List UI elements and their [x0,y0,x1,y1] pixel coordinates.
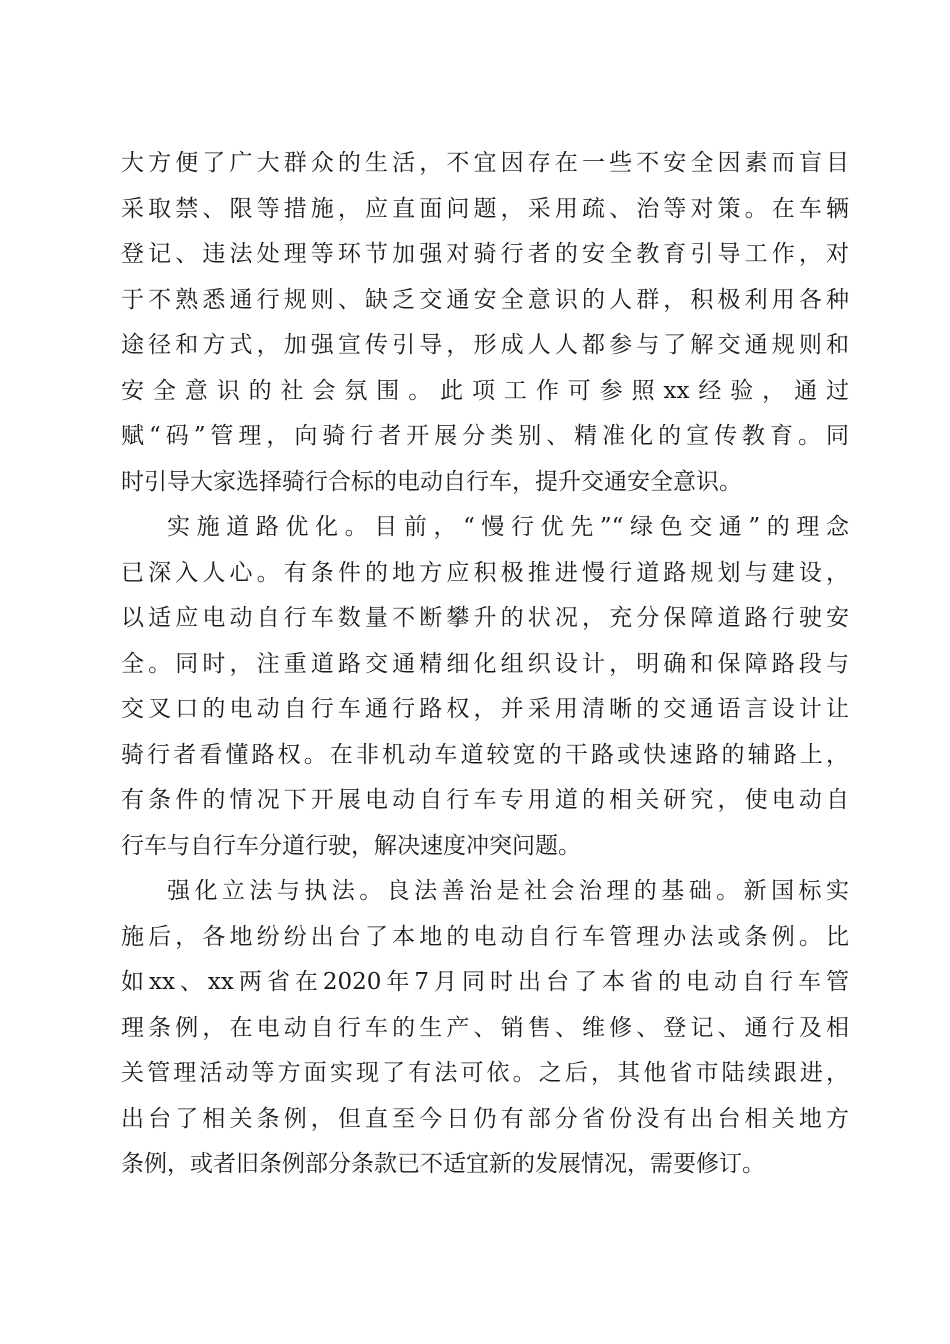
text-line: 出台了相关条例，但直至今日仍有部分省份没有出台相关地方 [121,1105,849,1132]
text-line: 实施道路优化。目前，“慢行优先”“绿色交通”的理念 [167,514,849,540]
text-line: 时引导大家选择骑行合标的电动自行车，提升交通安全意识。 [121,468,742,495]
text-line: 采取禁、限等措施，应直面问题，采用疏、治等对策。在车辆 [121,195,849,222]
text-line: 以适应电动自行车数量不断攀升的状况，充分保障道路行驶安 [121,605,849,631]
text-line: 登记、违法处理等环节加强对骑行者的安全教育引导工作，对 [121,241,849,267]
paragraph-2 [121,505,849,869]
text-line: 全。同时，注重道路交通精细化组织设计，明确和保障路段与 [121,650,849,677]
text-line: 强化立法与执法。良法善治是社会治理的基础。新国标实 [167,878,849,904]
paragraph-3 [121,869,849,1188]
text-line: 已深入人心。有条件的地方应积极推进慢行道路规划与建设， [121,559,849,586]
text-line: 理条例，在电动自行车的生产、销售、维修、登记、通行及相 [121,1014,849,1041]
text-line: 大方便了广大群众的生活，不宜因存在一些不安全因素而盲目 [121,150,849,176]
text-line: 关管理活动等方面实现了有法可依。之后，其他省市陆续跟进， [121,1060,849,1086]
text-line: 如xx、xx两省在2020年7月同时出台了本省的电动自行车管 [121,969,849,995]
paragraph-1 [121,141,849,505]
text-line: 行车与自行车分道行驶，解决速度冲突问题。 [121,832,581,859]
text-line: 赋“码”管理，向骑行者开展分类别、精准化的宣传教育。同 [121,423,849,449]
text-line: 途径和方式，加强宣传引导，形成人人都参与了解交通规则和 [121,332,849,358]
text-line: 安全意识的社会氛围。此项工作可参照xx经验，通过 [121,377,849,404]
text-line: 施后，各地纷纷出台了本地的电动自行车管理办法或条例。比 [121,923,849,950]
text-line: 骑行者看懂路权。在非机动车道较宽的干路或快速路的辅路上， [121,741,849,768]
text-line: 交叉口的电动自行车通行路权，并采用清晰的交通语言设计让 [121,696,849,722]
body-text [121,141,849,1188]
text-line: 有条件的情况下开展电动自行车专用道的相关研究，使电动自 [121,787,849,813]
text-line: 于不熟悉通行规则、缺乏交通安全意识的人群，积极利用各种 [121,286,849,313]
text-line: 条例，或者旧条例部分条款已不适宜新的发展情况，需要修订。 [121,1151,765,1177]
